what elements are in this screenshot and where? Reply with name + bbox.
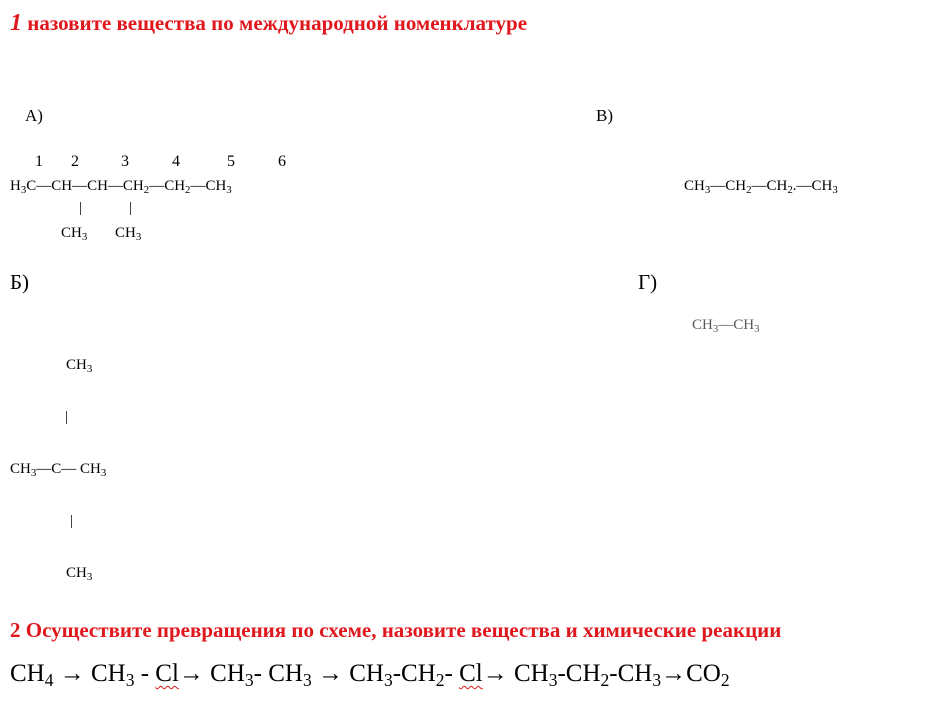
carbon-number: 1 [35, 153, 43, 170]
formula-text: CH [10, 660, 45, 687]
formula-text: → CH [178, 660, 245, 687]
compound-b-main-chain [10, 461, 106, 478]
formula-chlorine: Cl [459, 660, 483, 687]
formula-subscript: 2 [143, 184, 150, 197]
formula-subscript: 3 [86, 363, 93, 376]
bond-line: | [65, 409, 69, 425]
formula-text: —CH [190, 178, 227, 194]
formula-text: CH [10, 461, 31, 477]
task-1-heading [10, 10, 527, 37]
task-1-title: назовите вещества по международной номенклатуре [22, 11, 528, 35]
formula-subscript: 3 [704, 184, 711, 197]
formula-text: -CH [609, 660, 653, 687]
task-2-heading: 2 Осуществите превращения по схеме, назовите вещества и химические реакции [10, 618, 782, 642]
formula-text: CH [684, 178, 705, 194]
carbon-number: 2 [71, 153, 79, 170]
formula-text: —CH [751, 178, 788, 194]
compound-b-top-methyl [66, 357, 92, 374]
formula-text: —C— CH [36, 461, 101, 477]
formula-subscript: 2 [746, 184, 752, 197]
formula-subscript: 2 [600, 669, 610, 690]
carbon-number: 4 [172, 153, 180, 170]
formula-text: —CH [710, 178, 747, 194]
formula-subscript: 3 [244, 669, 254, 690]
task-1-number: 1 [10, 10, 22, 36]
formula-subscript: 3 [754, 323, 760, 336]
transformation-scheme [10, 660, 730, 688]
formula-subscript: 3 [548, 669, 558, 690]
bond-line: | [129, 200, 133, 216]
formula-text: -CH [557, 660, 601, 687]
formula-subscript: 3 [226, 184, 232, 197]
formula-chlorine: Cl [155, 660, 179, 687]
label-v: В) [596, 106, 613, 125]
formula-text: H [10, 178, 21, 194]
formula-subscript: 2 [435, 669, 445, 690]
methyl-substituent [61, 225, 87, 242]
formula-text: CH [115, 225, 136, 241]
compound-v-chain [684, 178, 838, 195]
bond-line: | [79, 200, 83, 216]
formula-subscript: 3 [832, 184, 838, 197]
label-g: Г) [638, 270, 658, 294]
formula-subscript: 3 [30, 467, 37, 480]
formula-subscript: 3 [712, 323, 719, 336]
formula-subscript: 3 [81, 231, 88, 244]
compound-a-main-chain [10, 178, 232, 195]
formula-text: CH [692, 317, 713, 333]
carbon-number: 6 [278, 153, 286, 170]
label-a: А) [25, 106, 43, 125]
formula-text: - [444, 660, 460, 687]
carbon-numbering [0, 153, 320, 173]
formula-text: → CH [482, 660, 549, 687]
formula-subscript: 3 [135, 231, 142, 244]
formula-text: CH [66, 357, 87, 373]
formula-text: - [134, 660, 156, 687]
formula-text: →CO [661, 660, 721, 687]
formula-text: —CH [718, 317, 755, 333]
formula-text: -CH [392, 660, 436, 687]
carbon-number: 5 [227, 153, 235, 170]
formula-subscript: 2 [787, 184, 793, 197]
formula-subscript: 2 [185, 184, 191, 197]
compound-g-chain [692, 317, 760, 334]
formula-text: → CH [53, 660, 126, 687]
formula-subscript: 3 [383, 669, 393, 690]
formula-subscript: 3 [125, 669, 135, 690]
formula-subscript: 3 [20, 184, 27, 197]
formula-subscript: 3 [652, 669, 662, 690]
compound-b-bottom-methyl [66, 565, 92, 582]
formula-text: → CH [311, 660, 384, 687]
formula-subscript: 4 [44, 669, 54, 690]
formula-text: .—CH [792, 178, 833, 194]
carbon-number: 3 [121, 153, 129, 170]
formula-text: - CH [253, 660, 303, 687]
formula-text: —CH [149, 178, 186, 194]
methyl-substituent [115, 225, 141, 242]
formula-subscript: 3 [86, 571, 93, 584]
formula-subscript: 2 [720, 669, 730, 690]
formula-subscript: 3 [100, 467, 107, 480]
formula-text: C—CH—CH—CH [26, 178, 144, 194]
formula-subscript: 3 [302, 669, 312, 690]
label-b: Б) [10, 270, 30, 294]
formula-text: CH [66, 565, 87, 581]
formula-text: CH [61, 225, 82, 241]
bond-line: | [70, 513, 74, 529]
